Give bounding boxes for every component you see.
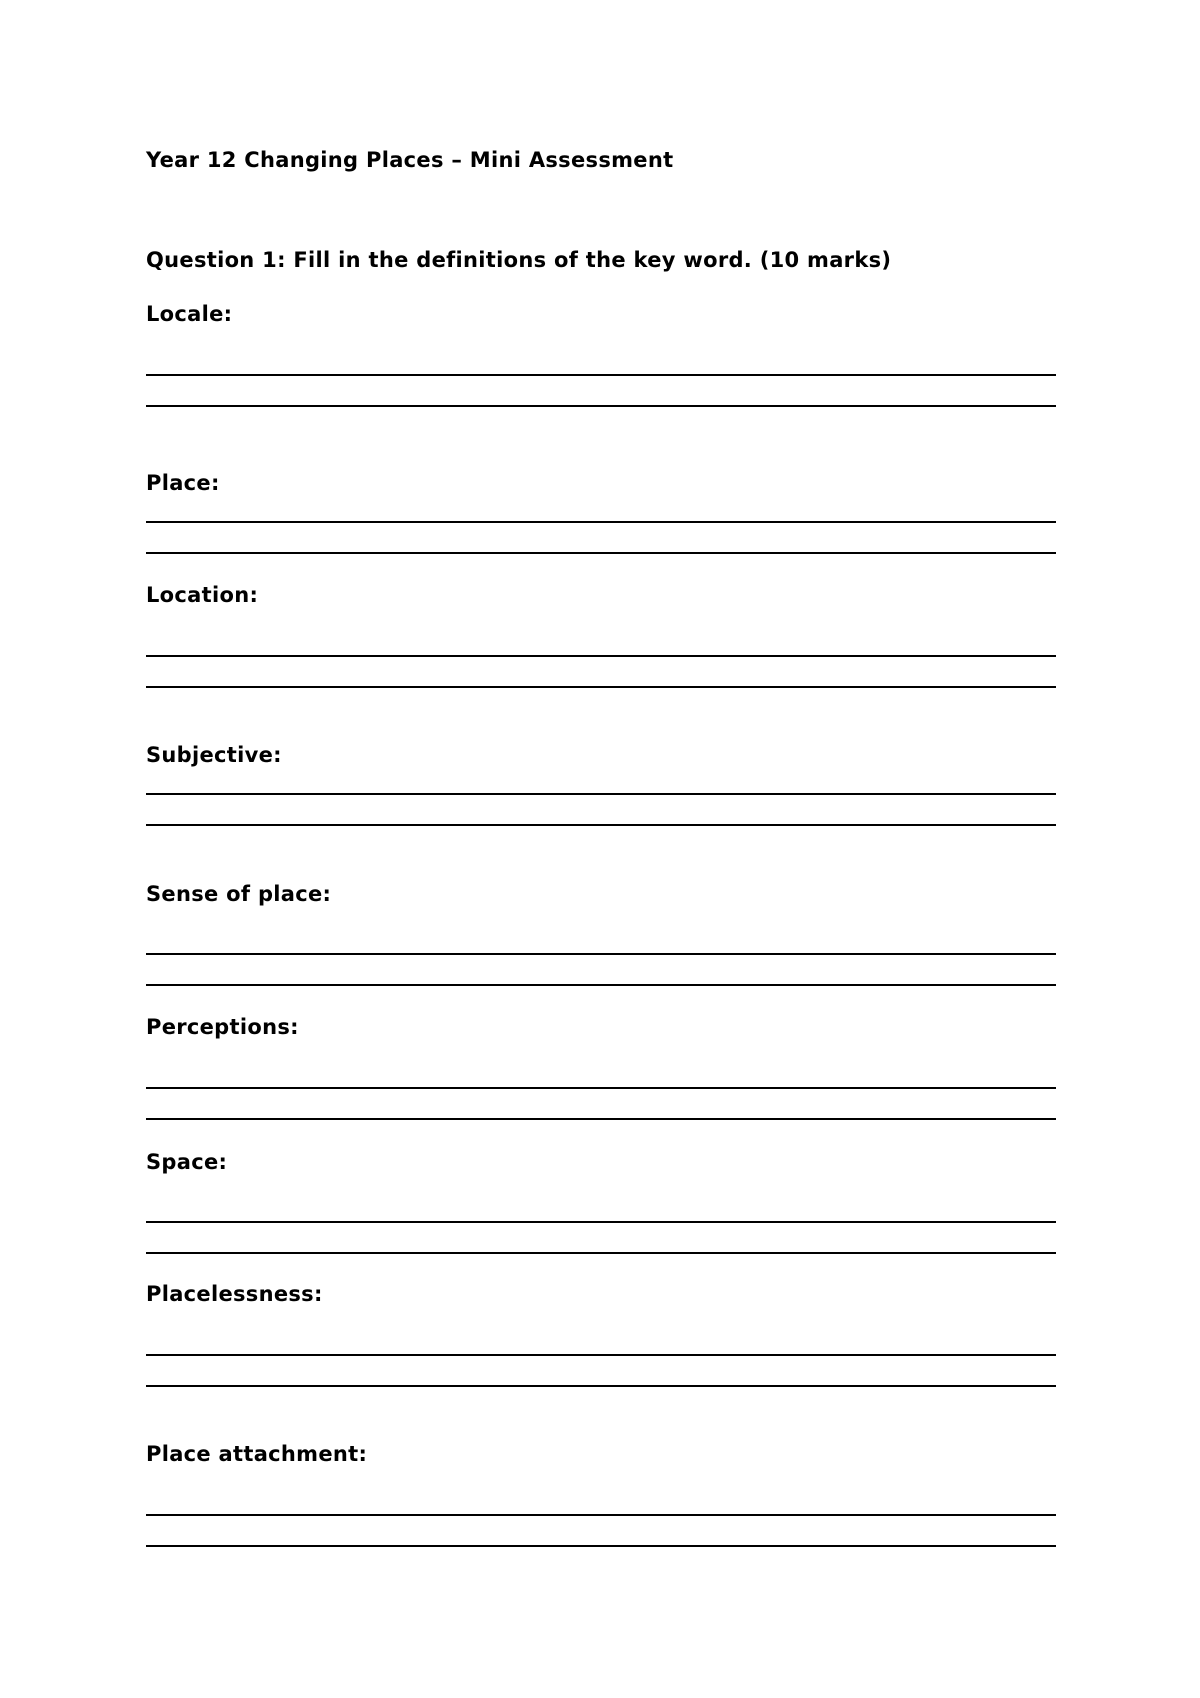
- term-label-perceptions: Perceptions:: [146, 1015, 299, 1039]
- answer-line[interactable]: [146, 1087, 1056, 1089]
- answer-line[interactable]: [146, 984, 1056, 986]
- term-label-place-attachment: Place attachment:: [146, 1442, 368, 1466]
- worksheet-title: Year 12 Changing Places – Mini Assessment: [146, 148, 674, 172]
- answer-line[interactable]: [146, 1545, 1056, 1547]
- answer-line[interactable]: [146, 552, 1056, 554]
- answer-line[interactable]: [146, 655, 1056, 657]
- answer-line[interactable]: [146, 1221, 1056, 1223]
- answer-line[interactable]: [146, 1252, 1056, 1254]
- answer-line[interactable]: [146, 686, 1056, 688]
- answer-line[interactable]: [146, 793, 1056, 795]
- question-heading: Question 1: Fill in the definitions of the key word. (10 marks): [146, 248, 892, 272]
- term-label-place: Place:: [146, 471, 220, 495]
- term-label-location: Location:: [146, 583, 259, 607]
- answer-line[interactable]: [146, 1354, 1056, 1356]
- answer-line[interactable]: [146, 374, 1056, 376]
- answer-line[interactable]: [146, 953, 1056, 955]
- answer-line[interactable]: [146, 1118, 1056, 1120]
- answer-line[interactable]: [146, 824, 1056, 826]
- term-label-sense-of-place: Sense of place:: [146, 882, 332, 906]
- term-label-locale: Locale:: [146, 302, 233, 326]
- answer-line[interactable]: [146, 1514, 1056, 1516]
- term-label-space: Space:: [146, 1150, 228, 1174]
- answer-line[interactable]: [146, 521, 1056, 523]
- answer-line[interactable]: [146, 1385, 1056, 1387]
- term-label-placelessness: Placelessness:: [146, 1282, 323, 1306]
- term-label-subjective: Subjective:: [146, 743, 282, 767]
- answer-line[interactable]: [146, 405, 1056, 407]
